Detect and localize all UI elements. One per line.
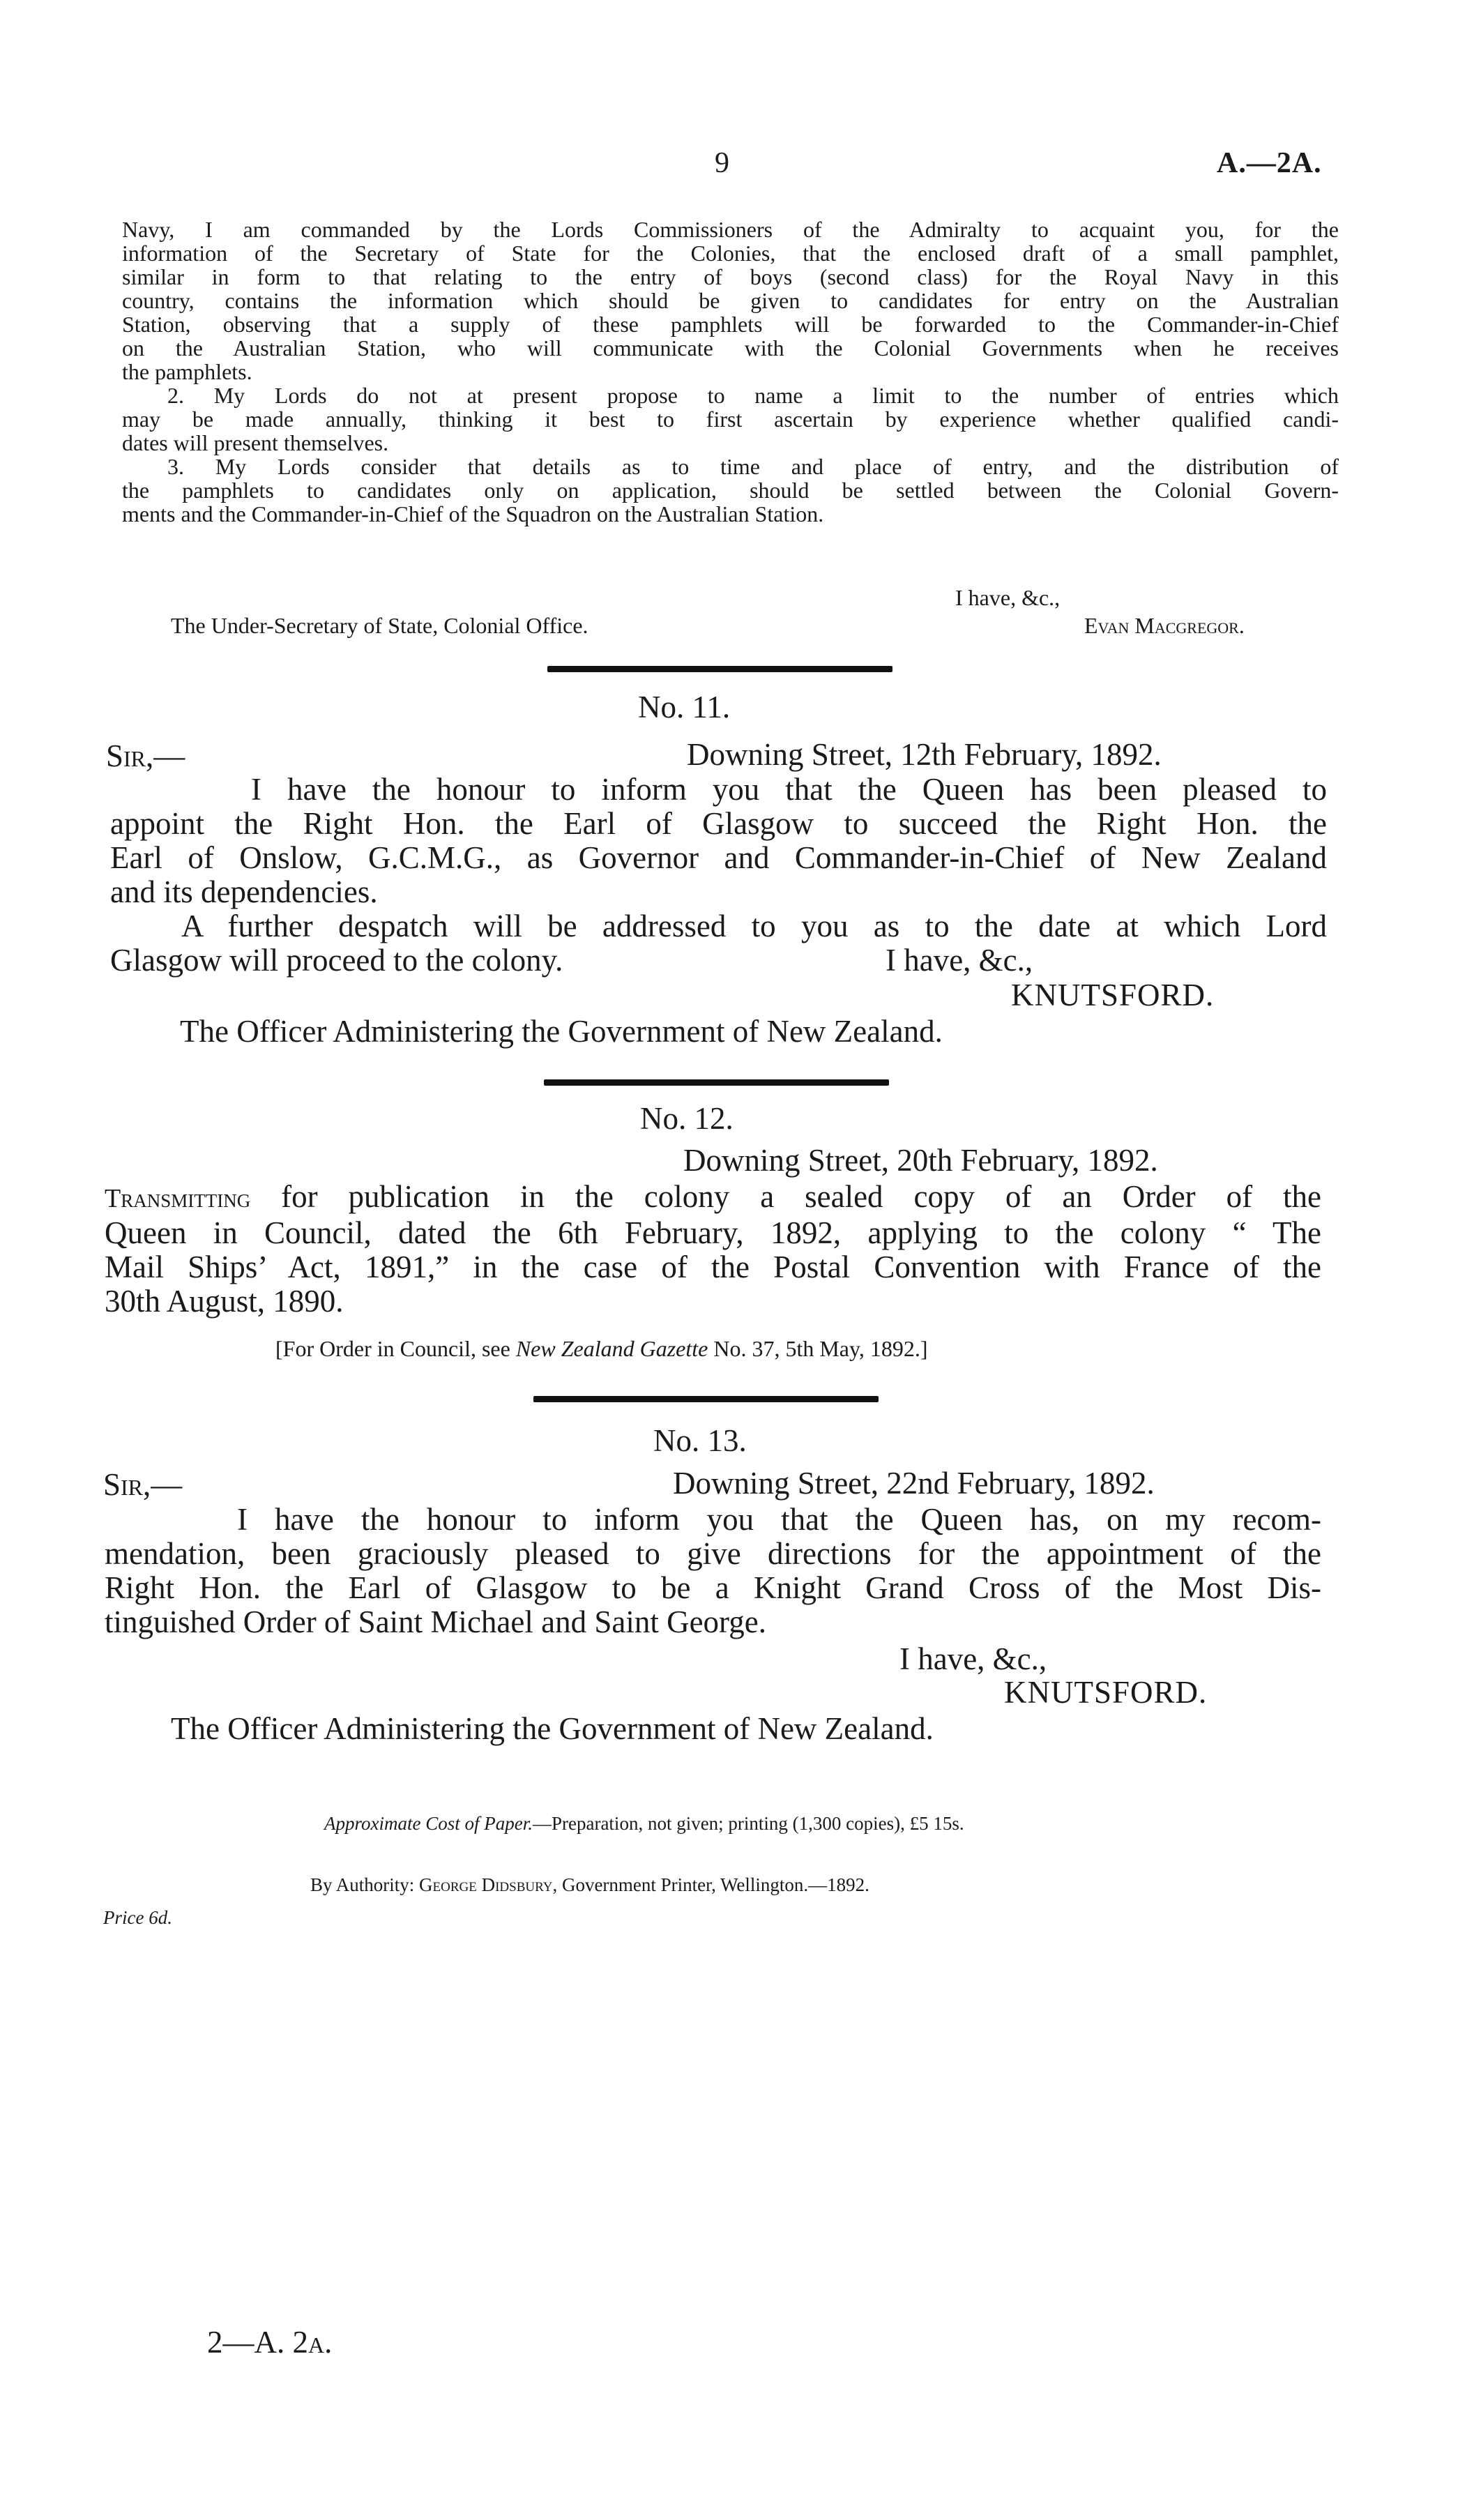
text-line: 30th August, 1890.: [105, 1284, 344, 1319]
text-line: Queen in Council, dated the 6th February, 1892, applying to the colony “ The: [105, 1215, 1321, 1250]
cost-of-paper: [324, 1813, 964, 1834]
text-line: Right Hon. the Earl of Glasgow to be a Knight Grand Cross of the Most Dis-: [105, 1570, 1321, 1605]
no11-closing: I have, &c.,: [886, 943, 1033, 978]
note-suffix: No. 37, 5th May, 1892.]: [708, 1336, 928, 1361]
text-line: ments and the Commander-in-Chief of the Squadron on the Australian Station.: [122, 501, 824, 526]
section-divider: [533, 1396, 879, 1402]
section-divider: [547, 666, 892, 672]
authority-line: [310, 1874, 869, 1895]
no13-salutation: Sir,—: [103, 1467, 183, 1502]
text-line: Navy, I am commanded by the Lords Commissioners of the Admiralty to acquaint you, for the: [122, 217, 1339, 242]
no13-body: [105, 1503, 1321, 1639]
no12-note: [275, 1337, 928, 1360]
no13-addressee: The Officer Administering the Government of New Zealand.: [171, 1711, 934, 1746]
no11-addressee: The Officer Administering the Government of New Zealand.: [180, 1014, 943, 1049]
letter-prev-addressee: The Under-Secretary of State, Colonial Office.: [171, 613, 588, 638]
printer-name: George Didsbury: [419, 1874, 553, 1895]
no13-signature: KNUTSFORD.: [1004, 1675, 1208, 1710]
cost-label: Approximate Cost of Paper.: [324, 1813, 533, 1834]
text-line: information of the Secretary of State for the Colonies, that the enclosed draft of a small pamphlet,: [122, 241, 1339, 266]
no11-body: [110, 773, 1327, 978]
text-line: appoint the Right Hon. the Earl of Glasgow to succeed the Right Hon. the: [110, 806, 1327, 841]
section-divider: [544, 1079, 889, 1086]
text-line: 2. My Lords do not at present propose to name a limit to the number of entries which: [167, 383, 1339, 408]
authority-label: By Authority:: [310, 1874, 420, 1895]
text-line: country, contains the information which should be given to candidates for entry on the Australian: [122, 288, 1339, 313]
text-line: dates will present themselves.: [122, 430, 389, 455]
text-line: Station, observing that a supply of these pamphlets will be forwarded to the Commander-in-Chief: [122, 312, 1339, 337]
no12-place-date: Downing Street, 20th February, 1892.: [683, 1143, 1158, 1178]
no13-closing: I have, &c.,: [899, 1641, 1047, 1676]
text-line: 3. My Lords consider that details as to time and place of entry, and the distribution of: [167, 454, 1339, 479]
no11-heading: No. 11.: [638, 690, 731, 724]
text-line: Mail Ships’ Act, 1891,” in the case of the Postal Convention with France of the: [105, 1250, 1321, 1284]
text-line: on the Australian Station, who will communicate with the Colonial Governments when he receives: [122, 335, 1339, 360]
text-line: mendation, been graciously pleased to give directions for the appointment of the: [105, 1536, 1321, 1571]
printer-text: , Government Printer, Wellington.—1892.: [552, 1874, 869, 1895]
page-number: 9: [715, 147, 729, 179]
document-code: A.—2A.: [1217, 147, 1322, 179]
lead-word: Transmitting: [105, 1184, 251, 1213]
no11-place-date: Downing Street, 12th February, 1892.: [687, 737, 1162, 772]
price: Price 6d.: [103, 1907, 172, 1928]
text-line: the pamphlets to candidates only on application, should be settled between the Colonial Govern-: [122, 478, 1339, 503]
text-line: [105, 1180, 1321, 1216]
no11-salutation: Sir,—: [106, 738, 185, 773]
text-line: Earl of Onslow, G.C.M.G., as Governor and Commander-in-Chief of New Zealand: [110, 840, 1327, 875]
letter-prev-body: [122, 218, 1339, 526]
lead-line-rest: for publication in the colony a sealed copy of an Order of the: [281, 1179, 1321, 1214]
no13-heading: No. 13.: [653, 1423, 747, 1458]
no12-body: [105, 1180, 1321, 1319]
text-line: and its dependencies.: [110, 874, 378, 909]
signature-mark: 2—A. 2a.: [207, 2325, 333, 2360]
no11-signature: KNUTSFORD.: [1011, 978, 1215, 1012]
cost-text: —Preparation, not given; printing (1,300 copies), £5 15s.: [532, 1813, 964, 1834]
no12-heading: No. 12.: [640, 1101, 734, 1136]
text-line: I have the honour to inform you that the Queen has, on my recom-: [237, 1502, 1321, 1537]
text-line: Glasgow will proceed to the colony.: [110, 943, 563, 978]
text-line: may be made annually, thinking it best to first ascertain by experience whether qualified candi-: [122, 407, 1339, 432]
no13-place-date: Downing Street, 22nd February, 1892.: [673, 1466, 1155, 1501]
text-line: similar in form to that relating to the entry of boys (second class) for the Royal Navy in this: [122, 264, 1339, 289]
letter-prev-signature: Evan Macgregor.: [1084, 613, 1245, 638]
letter-prev-closing: I have, &c.,: [955, 585, 1061, 610]
note-prefix: [For Order in Council, see: [275, 1336, 516, 1361]
text-line: I have the honour to inform you that the Queen has been pleased to: [251, 772, 1327, 807]
text-line: the pamphlets.: [122, 359, 252, 384]
note-gazette: New Zealand Gazette: [515, 1336, 708, 1361]
text-line: tinguished Order of Saint Michael and Saint George.: [105, 1604, 766, 1639]
text-line: A further despatch will be addressed to you as to the date at which Lord: [181, 909, 1327, 943]
